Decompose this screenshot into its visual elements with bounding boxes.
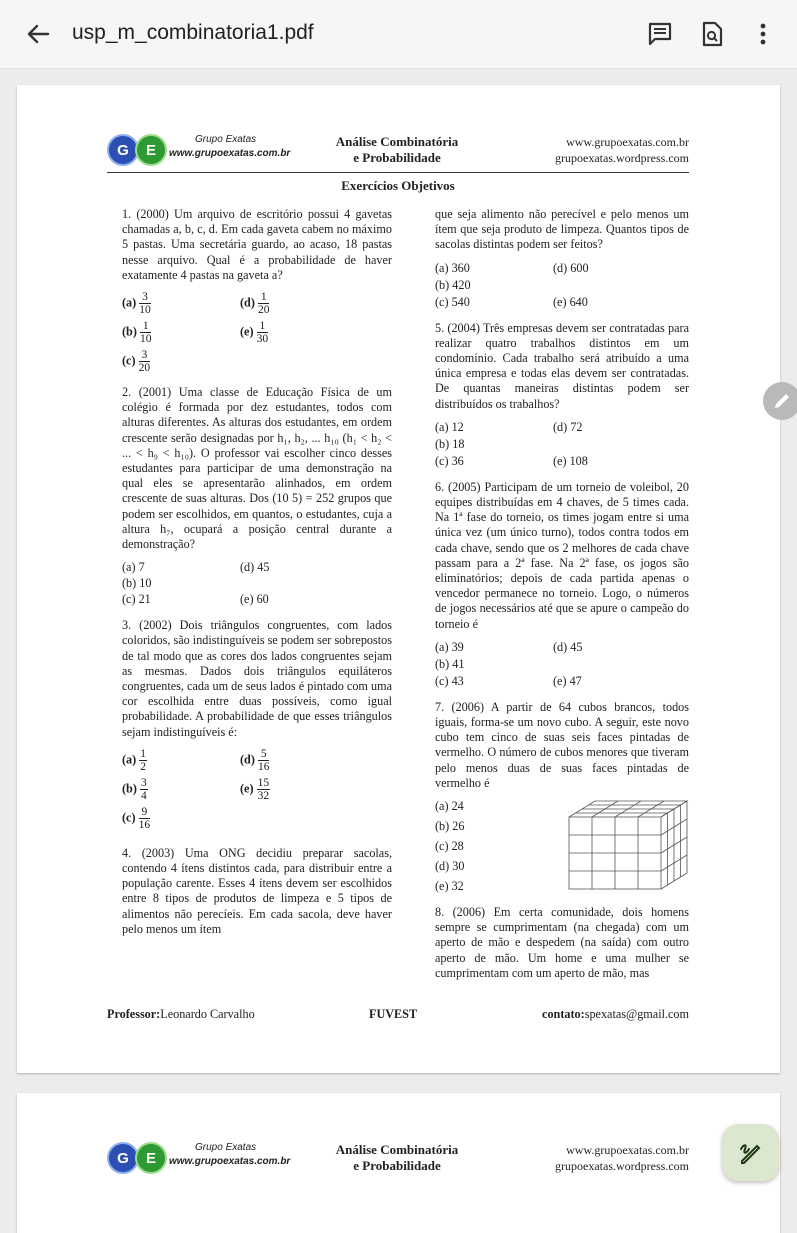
header-subject-line1: Análise Combinatória [335, 1142, 459, 1157]
brand-site: www.grupoexatas.com.br [169, 148, 291, 159]
question-2: 2. (2001) Uma classe de Educação Física de um colégio é formada por dez estudantes, todos com alturas diferentes. As alturas dos estudantes, em ordem crescente serão designadas por h₁, h₂, ... h₁₀ (h₁ < h₂ < ... < h₉ < h₁₀). O professor vai escolher cinco desses estudantes para participar de uma demonstração na qual eles se apresentarão alinhados, em ordem crescente de suas alturas. Dos (10 5) = 252 grupos que podem ser escolhidos, em quantos, o estudantes, cuja a altura h₇, ocupará a posição central durante a demonstração? [122, 385, 392, 552]
footer-exam: FUVEST [369, 1007, 418, 1021]
header-links [555, 134, 689, 166]
question-4: 4. (2003) Uma ONG decidiu preparar sacolas, contendo 4 ítens distintos cada, para distribuir entre a população carente. Esses 4 ítens devem ser escolhidos entre 8 tipos de produtos de limpeza e 5 tipos de alimentos não perecíeis. Em cada sacola, deve haver pelo menos um ítem [122, 845, 392, 936]
header-subject-line2: e Probabilidade [353, 1158, 441, 1173]
logo-letter-g: G [117, 1150, 129, 1167]
pen-squiggle-icon [738, 1140, 763, 1165]
document-search-icon[interactable] [698, 20, 726, 48]
pdf-page-1 [17, 85, 780, 1073]
q1-options: (a) $\frac{3}{10}$ (b) $\frac{1}{10}$ (c) $\frac{3}{20}$ (d) $\frac{1}{20}$ (e) $\frac{1}{30}$ [122, 291, 270, 375]
header-link-blog: grupoexatas.wordpress.com [555, 1159, 689, 1173]
q2-options: (a) 7 (b) 10 (c) 21 (d) 45 (e) 60 [122, 560, 270, 607]
grupo-exatas-logo [107, 134, 169, 166]
question-5: 5. (2004) Três empresas devem ser contratadas para realizar quatro trabalhos distintos em um condomínio. Cada trabalho será atribuído a uma única empresa e todas elas devem ser contratadas. De quantas maneiras distintas podem ser distribuídos os trabalhos? [435, 320, 689, 411]
question-7: 7. (2006) A partir de 64 cubos brancos, todos iguais, forma-se um novo cubo. A seguir, este novo cubo tem cinco de suas seis faces pintadas de vermelho. O número de cubos menores que tiveram pelo menos duas de suas faces pintadas de vermelho é [435, 699, 689, 790]
grupo-exatas-logo [107, 1142, 169, 1174]
footer-prof-name: Leonardo Carvalho [160, 1007, 255, 1021]
question-6: 6. (2005) Participam de um torneio de voleibol, 20 equipes distribuídas em 4 chaves, de 5 times cada. Na 1ª fase do torneio, os times jogam entre si uma única vez (um único turno), todos contra todos em cada chave, sendo que os 2 melhores de cada chave passam para a 2ª fase. Na 2ª fase, os jogos são eliminatórios; depois de cada partida apenas o vencedor permanece no torneio. Logo, o números de jogos necessários até que se apure o campeão do torneio é [435, 479, 689, 631]
pdf-page-2 [17, 1093, 780, 1233]
document-title: usp_m_combinatoria1.pdf [72, 21, 314, 44]
question-1: 1. (2000) Um arquivo de escritório possui 4 gavetas chamadas a, b, c, d. Em cada gaveta cabem no máximo 5 pastas. Uma secretária guardo, ao acaso, 18 pastas nesse arquivo. Qual é a probabilidade de haver exatamente 4 pastas na gaveta a? [122, 207, 392, 282]
header-subject-line1: Análise Combinatória [335, 134, 459, 149]
q6-options: (a) 39 (b) 41 (c) 43 (d) 45 (e) 47 [435, 639, 583, 688]
question-4-continued: que seja alimento não perecível e pelo menos um ítem que seja produto de limpeza. Quantos tipos de sacolas distintas podem ser feitos? [435, 207, 689, 252]
q4-options: (a) 360 (b) 420 (c) 540 (d) 600 (e) 640 [435, 260, 589, 309]
page-2-header [107, 1142, 689, 1182]
footer-prof-label: Professor: [107, 1007, 161, 1021]
header-subject [307, 134, 487, 166]
header-link-site: www.grupoexatas.com.br [566, 135, 689, 149]
footer-contact: spexatas@gmail.com [584, 1007, 689, 1021]
arrow-left-icon[interactable] [22, 18, 54, 50]
header-links [555, 1142, 689, 1174]
pencil-icon [772, 391, 792, 411]
logo-letter-e: E [145, 142, 157, 159]
left-column [122, 207, 392, 945]
q7-options: (a) 24 (b) 26 (c) 28 (d) 30 (e) 32 [435, 799, 689, 895]
header-subject [307, 1142, 487, 1174]
edit-fab[interactable] [763, 382, 797, 420]
cube-figure [567, 799, 689, 891]
right-column [435, 207, 689, 989]
footer-contact-label: contato: [542, 1007, 585, 1021]
brand-site: www.grupoexatas.com.br [169, 1156, 291, 1167]
question-3: 3. (2002) Dois triângulos congruentes, com lados coloridos, são indistinguíveis se podem ser sobrepostos de tal modo que as cores dos lados congruentes sejam as mesmas. Dados dois triângulos equiláteros congruentes, cada um de seus lados é pintado com uma cor escolhida entre duas possíveis, como igual probabilidade. A probabilidade de que esses triângulos sejam indistinguíveis é: [122, 618, 392, 739]
logo-letter-g: G [117, 142, 129, 159]
app-toolbar [0, 0, 797, 69]
header-link-site: www.grupoexatas.com.br [566, 1143, 689, 1157]
q3-options: (a) $\frac{1}{2}$ (b) $\frac{3}{4}$ (c) $\frac{9}{16}$ (d) $\frac{5}{16}$ (e) $\frac{15}{32}$ [122, 747, 270, 831]
question-8: 8. (2006) Em certa comunidade, dois homens sempre se cumprimentam (na chegada) com um aperto de mão e despedem (na saída) com outro aperto de mão. Um home e uma mulher se cumprimentam com um aperto de mão, mas [435, 905, 689, 980]
brand-name: Grupo Exatas [195, 134, 257, 145]
header-subject-line2: e Probabilidade [353, 150, 441, 165]
brand-name: Grupo Exatas [195, 1142, 257, 1153]
annotate-fab[interactable] [722, 1124, 779, 1181]
comment-icon[interactable] [646, 20, 674, 48]
page-header [107, 134, 689, 174]
header-rule [107, 172, 689, 173]
q5-options: (a) 12 (b) 18 (c) 36 (d) 72 (e) 108 [435, 419, 588, 468]
more-vert-icon[interactable] [749, 20, 777, 48]
header-link-blog: grupoexatas.wordpress.com [555, 151, 689, 165]
logo-letter-e: E [145, 1150, 157, 1167]
section-title: Exercícios Objetivos [341, 178, 455, 193]
